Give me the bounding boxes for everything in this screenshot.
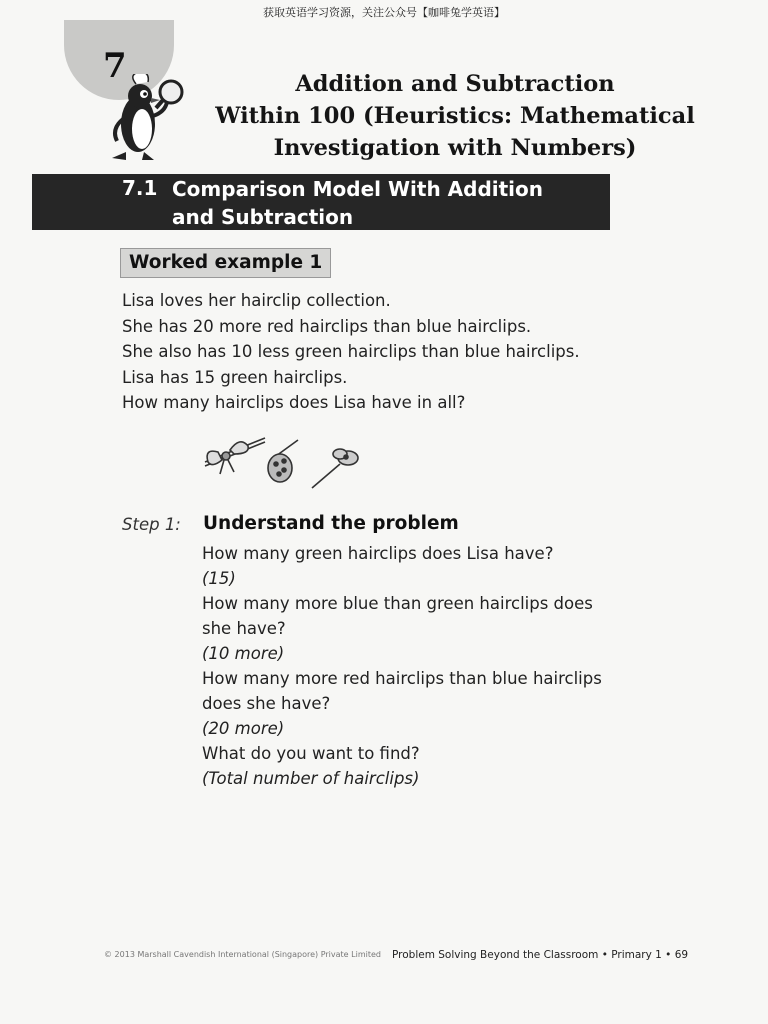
chapter-number: 7 — [103, 46, 127, 86]
problem-line: Lisa loves her hairclip collection. — [122, 291, 391, 310]
step-question: does she have? — [202, 694, 331, 713]
problem-line: Lisa has 15 green hairclips. — [122, 367, 348, 387]
step-answer: (10 more) — [202, 644, 285, 663]
section-title — [172, 175, 608, 231]
butterfly-hairclip-icon — [312, 449, 358, 488]
section-title-line: and Subtraction — [172, 205, 354, 229]
step-body — [202, 541, 682, 791]
problem-statement — [122, 288, 682, 416]
chapter-title-line: Within 100 (Heuristics: Mathematical — [215, 103, 695, 129]
step-answer: (Total number of hairclips) — [202, 769, 420, 788]
page-footer: Problem Solving Beyond the Classroom • Primary 1 • 69 — [392, 949, 689, 961]
worked-example-label: Worked example 1 — [120, 248, 331, 278]
problem-line: She has 20 more red hairclips than blue hairclips. — [122, 316, 532, 336]
step-question: What do you want to find? — [202, 744, 420, 763]
step-question: How many green hairclips does Lisa have? — [202, 544, 554, 563]
copyright-text: © 2013 Marshall Cavendish International (Singapore) Private Limited — [104, 950, 381, 959]
bow-hairclip-icon — [205, 438, 265, 474]
section-title-line: Comparison Model With Addition — [172, 177, 544, 201]
dotted-hairclip-icon — [268, 440, 298, 482]
step-title: Understand the problem — [203, 513, 459, 534]
step-question: How many more red hairclips than blue hairclips — [202, 669, 602, 688]
top-note: 获取英语学习资源，关注公众号【咖啡兔学英语】 — [263, 6, 505, 19]
step-answer: (20 more) — [202, 719, 285, 738]
section-number: 7.1 — [122, 176, 158, 200]
chapter-title-line: Addition and Subtraction — [295, 71, 615, 97]
step-label: Step 1: — [122, 515, 181, 534]
step-question: she have? — [202, 619, 286, 638]
chapter-title-line: Investigation with Numbers) — [273, 135, 637, 161]
problem-line: How many hairclips does Lisa have in all? — [122, 393, 466, 412]
step-answer: (15) — [202, 569, 236, 588]
step-question: How many more blue than green hairclips does — [202, 594, 593, 613]
chapter-title — [180, 68, 730, 164]
problem-line: She also has 10 less green hairclips than blue hairclips. — [122, 342, 580, 361]
hairclips-illustration — [200, 430, 370, 494]
